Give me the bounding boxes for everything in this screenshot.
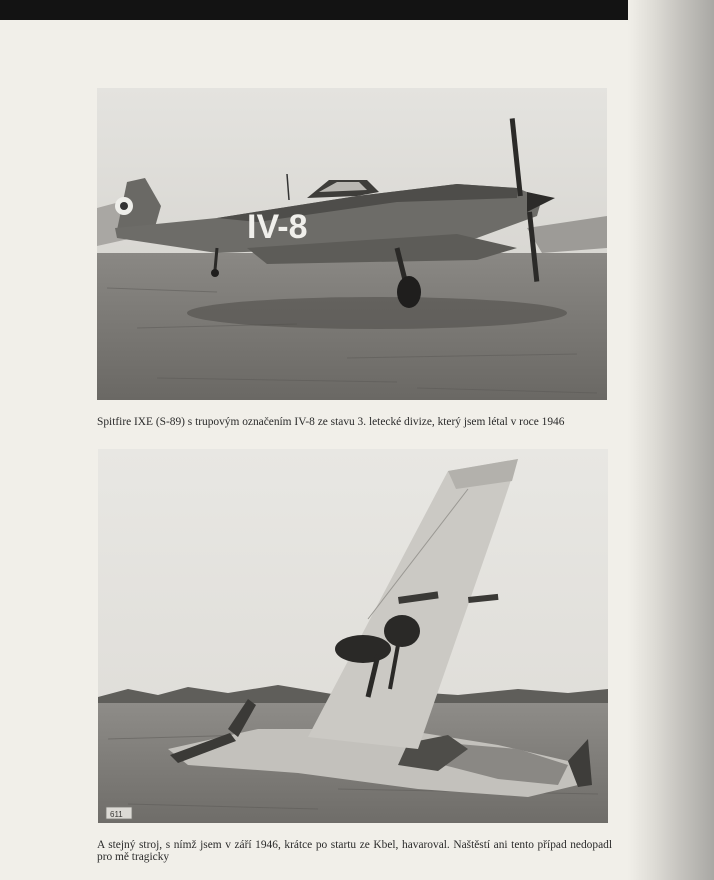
photo-caption-spitfire: Spitfire IXE (S-89) s trupovým označením IV-8 ze stavu 3. letecké divize, který jsem létal v roce 1946 (97, 416, 565, 428)
svg-text:IV-8: IV-8 (247, 208, 308, 246)
crash-photo (98, 449, 608, 823)
page-top-edge (0, 0, 714, 20)
svg-text:611: 611 (110, 810, 123, 819)
photo-caption-crash: A stejný stroj, s nímž jsem v září 1946, krátce po startu ze Kbel, havaroval. Naštěstí ani tento případ nedopadl pro mě tragicky (97, 839, 612, 863)
spitfire-photo (97, 88, 607, 400)
page-gutter-shadow (628, 0, 714, 880)
